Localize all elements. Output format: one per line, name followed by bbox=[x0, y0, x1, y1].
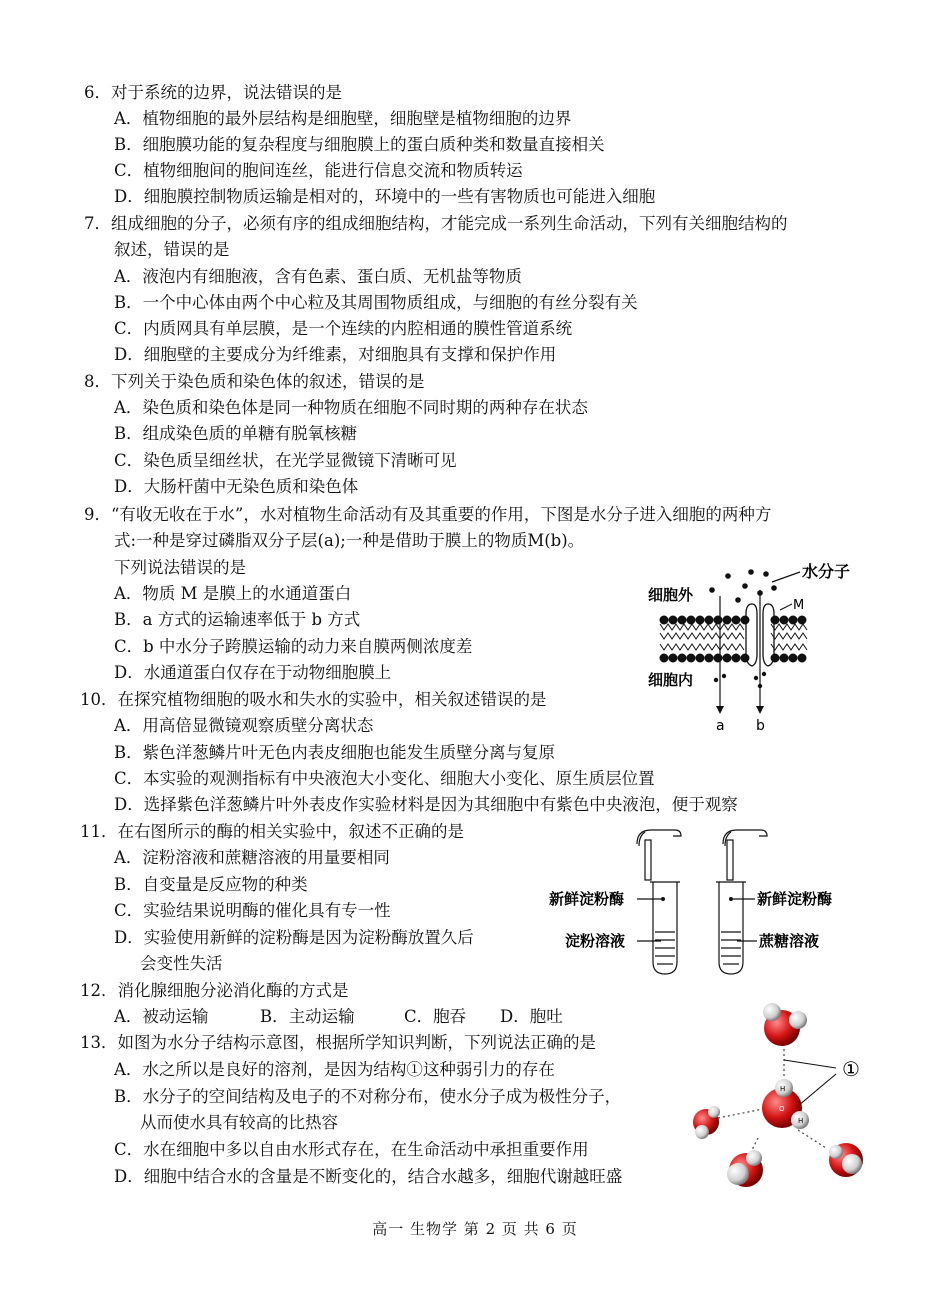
label-circle-1: ① bbox=[842, 1057, 860, 1081]
q8-option-a: A．染色质和染色体是同一种物质在细胞不同时期的两种存在状态 bbox=[114, 398, 588, 417]
q6-option-a: A．植物细胞的最外层结构是细胞壁，细胞壁是植物细胞的边界 bbox=[114, 109, 572, 128]
q12-options bbox=[114, 1004, 563, 1030]
q7-option-b: B．一个中心体由两个中心粒及其周围物质组成，与细胞的有丝分裂有关 bbox=[114, 293, 638, 312]
q11-option-c: C．实验结果说明酶的催化具有专一性 bbox=[114, 901, 391, 920]
q9-stem-ask: 下列说法错误的是 bbox=[114, 558, 246, 577]
q13-option-b-cont: 从而使水具有较高的比热容 bbox=[140, 1113, 338, 1132]
q10-option-c: C．本实验的观测指标有中央液泡大小变化、细胞大小变化、原生质层位置 bbox=[114, 769, 655, 788]
label-b: b bbox=[756, 718, 765, 734]
label-m: M bbox=[793, 598, 805, 613]
q13-option-a: A．水之所以是良好的溶剂，是因为结构①这种弱引力的存在 bbox=[114, 1060, 555, 1079]
q7-stem-cont: 叙述，错误的是 bbox=[114, 240, 230, 259]
label-cell-inside: 细胞内 bbox=[648, 671, 694, 689]
enzyme-test-tube-figure bbox=[545, 822, 865, 982]
q12-option-c: C．胞吞 bbox=[404, 1007, 467, 1026]
q7-stem: 7．组成细胞的分子，必须有序的组成细胞结构，才能完成一系列生命活动，下列有关细胞结构的 bbox=[84, 214, 788, 233]
label-h-top: H bbox=[780, 1085, 786, 1093]
q8-option-c: C．染色质呈细丝状，在光学显微镜下清晰可见 bbox=[114, 451, 457, 470]
q10-option-a: A．用高倍显微镜观察质壁分离状态 bbox=[114, 716, 374, 735]
q11-stem: 11．在右图所示的酶的相关实验中，叙述不正确的是 bbox=[80, 822, 464, 841]
q7-option-a: A．液泡内有细胞液，含有色素、蛋白质、无机盐等物质 bbox=[114, 267, 522, 286]
q6-option-c: C．植物细胞间的胞间连丝，能进行信息交流和物质转运 bbox=[114, 161, 523, 180]
label-water-molecule: 水分子 bbox=[802, 562, 851, 581]
label-o-center: O bbox=[779, 1105, 785, 1113]
q13-option-b: B．水分子的空间结构及电子的不对称分布，使水分子成为极性分子， bbox=[114, 1087, 622, 1106]
label-solution-right: 蔗糖溶液 bbox=[759, 932, 820, 950]
q7-option-c: C．内质网具有单层膜，是一个连续的内腔相通的膜性管道系统 bbox=[114, 319, 573, 338]
q11-option-a: A．淀粉溶液和蔗糖溶液的用量要相同 bbox=[114, 848, 390, 867]
q6-stem: 6．对于系统的边界，说法错误的是 bbox=[84, 83, 342, 102]
q11-option-d-cont: 会变性失活 bbox=[140, 954, 223, 973]
q9-stem-cont: 式:一种是穿过磷脂双分子层(a);一种是借助于膜上的物质M(b)。 bbox=[114, 531, 585, 550]
q9-stem: 9．“有收无收在于水”，水对植物生命活动有及其重要的作用，下图是水分子进入细胞的两种方 bbox=[84, 505, 772, 524]
q10-stem: 10．在探究植物细胞的吸水和失水的实验中，相关叙述错误的是 bbox=[80, 690, 547, 709]
label-enzyme-left: 新鲜淀粉酶 bbox=[549, 890, 625, 908]
q12-option-b: B．主动运输 bbox=[260, 1007, 355, 1026]
q13-stem: 13．如图为水分子结构示意图，根据所学知识判断，下列说法正确的是 bbox=[80, 1033, 596, 1052]
q9-option-c: C．b 中水分子跨膜运输的动力来自膜两侧浓度差 bbox=[114, 637, 473, 656]
label-a: a bbox=[716, 718, 725, 734]
q6-option-d: D．细胞膜控制物质运输是相对的，环境中的一些有害物质也可能进入细胞 bbox=[114, 187, 656, 206]
q7-option-d: D．细胞壁的主要成分为纤维素，对细胞具有支撑和保护作用 bbox=[114, 345, 557, 364]
q12-option-d: D．胞吐 bbox=[500, 1007, 563, 1026]
label-enzyme-right: 新鲜淀粉酶 bbox=[757, 890, 833, 908]
q13-option-c: C．水在细胞中多以自由水形式存在，在生命活动中承担重要作用 bbox=[114, 1140, 589, 1159]
q13-option-d: D．细胞中结合水的含量是不断变化的，结合水越多，细胞代谢越旺盛 bbox=[114, 1167, 623, 1186]
membrane-water-figure bbox=[640, 560, 870, 740]
q11-option-d: D．实验使用新鲜的淀粉酶是因为淀粉酶放置久后 bbox=[114, 928, 474, 947]
q12-stem: 12．消化腺细胞分泌消化酶的方式是 bbox=[80, 981, 349, 1000]
q9-option-a: A．物质 M 是膜上的水通道蛋白 bbox=[114, 584, 352, 603]
q12-option-a: A．被动运输 bbox=[114, 1007, 209, 1026]
q11-option-b: B．自变量是反应物的种类 bbox=[114, 875, 308, 894]
q10-option-b: B．紫色洋葱鳞片叶无色内表皮细胞也能发生质壁分离与复原 bbox=[114, 743, 556, 762]
water-molecule-figure bbox=[688, 998, 888, 1194]
q10-option-d: D．选择紫色洋葱鳞片叶外表皮作实验材料是因为其细胞中有紫色中央液泡，便于观察 bbox=[114, 795, 738, 814]
label-h-right: H bbox=[798, 1117, 804, 1125]
label-solution-left: 淀粉溶液 bbox=[565, 932, 626, 950]
q8-option-b: B．组成染色质的单糖有脱氧核糖 bbox=[114, 424, 358, 443]
q9-option-d: D．水通道蛋白仅存在于动物细胞膜上 bbox=[114, 663, 392, 682]
q8-stem: 8．下列关于染色质和染色体的叙述，错误的是 bbox=[84, 372, 425, 391]
q6-option-b: B．细胞膜功能的复杂程度与细胞膜上的蛋白质种类和数量直接相关 bbox=[114, 135, 605, 154]
q8-option-d: D．大肠杆菌中无染色质和染色体 bbox=[114, 477, 359, 496]
label-cell-outside: 细胞外 bbox=[648, 586, 694, 604]
q9-option-b: B．a 方式的运输速率低于 b 方式 bbox=[114, 610, 361, 629]
page-footer: 高一 生物学 第 2 页 共 6 页 bbox=[372, 1220, 578, 1238]
